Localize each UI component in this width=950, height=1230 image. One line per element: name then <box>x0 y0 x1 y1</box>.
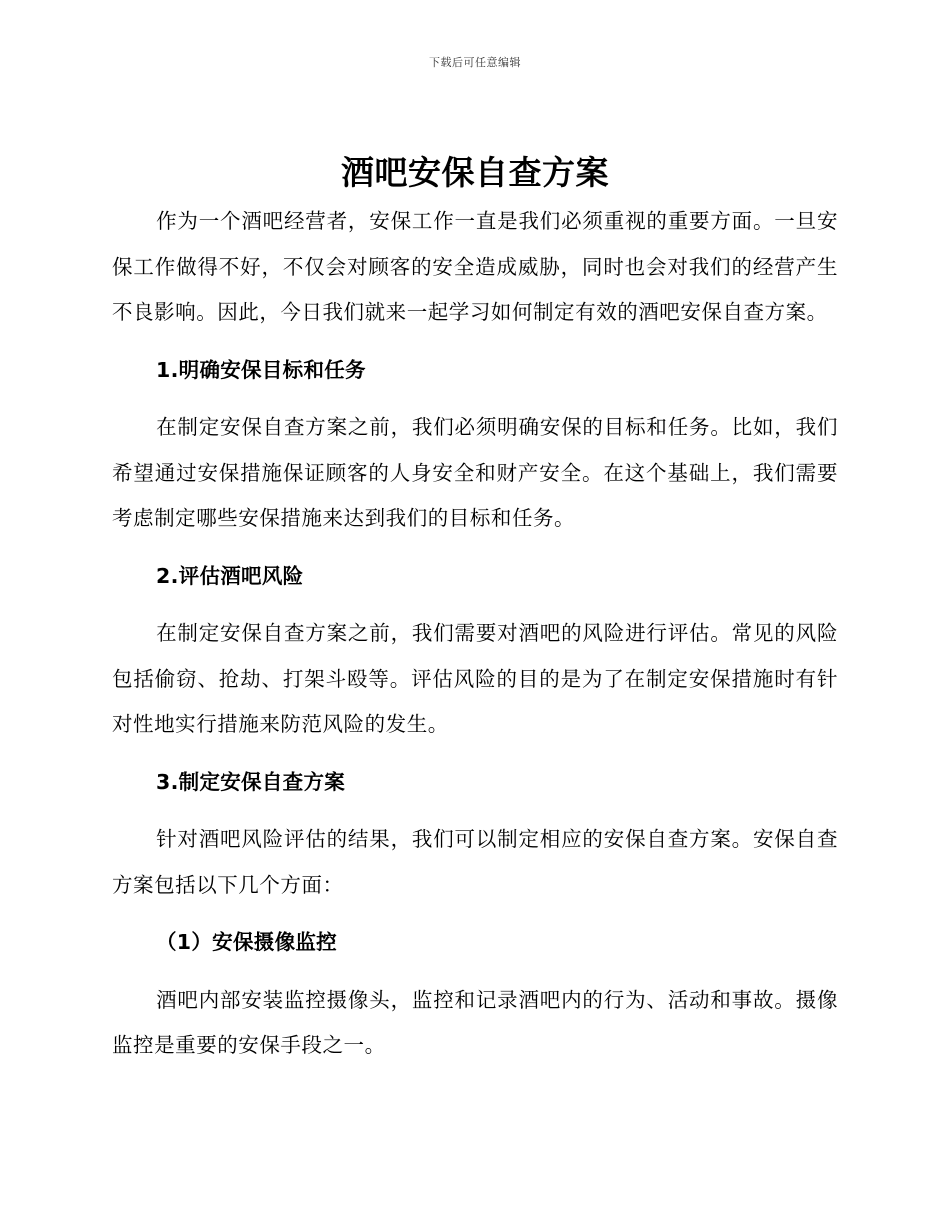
document-title: 酒吧安保自查方案 <box>341 153 609 192</box>
section-heading-goals: 1.明确安保目标和任务 <box>156 357 366 382</box>
section-heading-plan: 3.制定安保自查方案 <box>156 769 346 794</box>
section-body-goals: 在制定安保自查方案之前，我们必须明确安保的目标和任务。比如，我们希望通过安保措施保证顾客的人身安全和财产安全。在这个基础上，我们需要考虑制定哪些安保措施来达到我们的目标和任务。 <box>112 415 838 530</box>
section-body-plan: 针对酒吧风险评估的结果，我们可以制定相应的安保自查方案。安保自查方案包括以下几个方面： <box>112 827 838 897</box>
intro-paragraph: 作为一个酒吧经营者，安保工作一直是我们必须重视的重要方面。一旦安保工作做得不好，不仅会对顾客的安全造成威胁，同时也会对我们的经营产生不良影响。因此，今日我们就来一起学习如何制定有效的酒吧安保自查方案。 <box>112 209 838 324</box>
section-body-camera: 酒吧内部安装监控摄像头，监控和记录酒吧内的行为、活动和事故。摄像监控是重要的安保手段之一。 <box>112 987 838 1057</box>
section-heading-camera: （1）安保摄像监控 <box>156 930 337 954</box>
section-heading-risk: 2.评估酒吧风险 <box>156 563 304 588</box>
section-body-risk: 在制定安保自查方案之前，我们需要对酒吧的风险进行评估。常见的风险包括偷窃、抢劫、打架斗殴等。评估风险的目的是为了在制定安保措施时有针对性地实行措施来防范风险的发生。 <box>112 621 838 736</box>
header-note: 下载后可任意编辑 <box>429 56 521 69</box>
